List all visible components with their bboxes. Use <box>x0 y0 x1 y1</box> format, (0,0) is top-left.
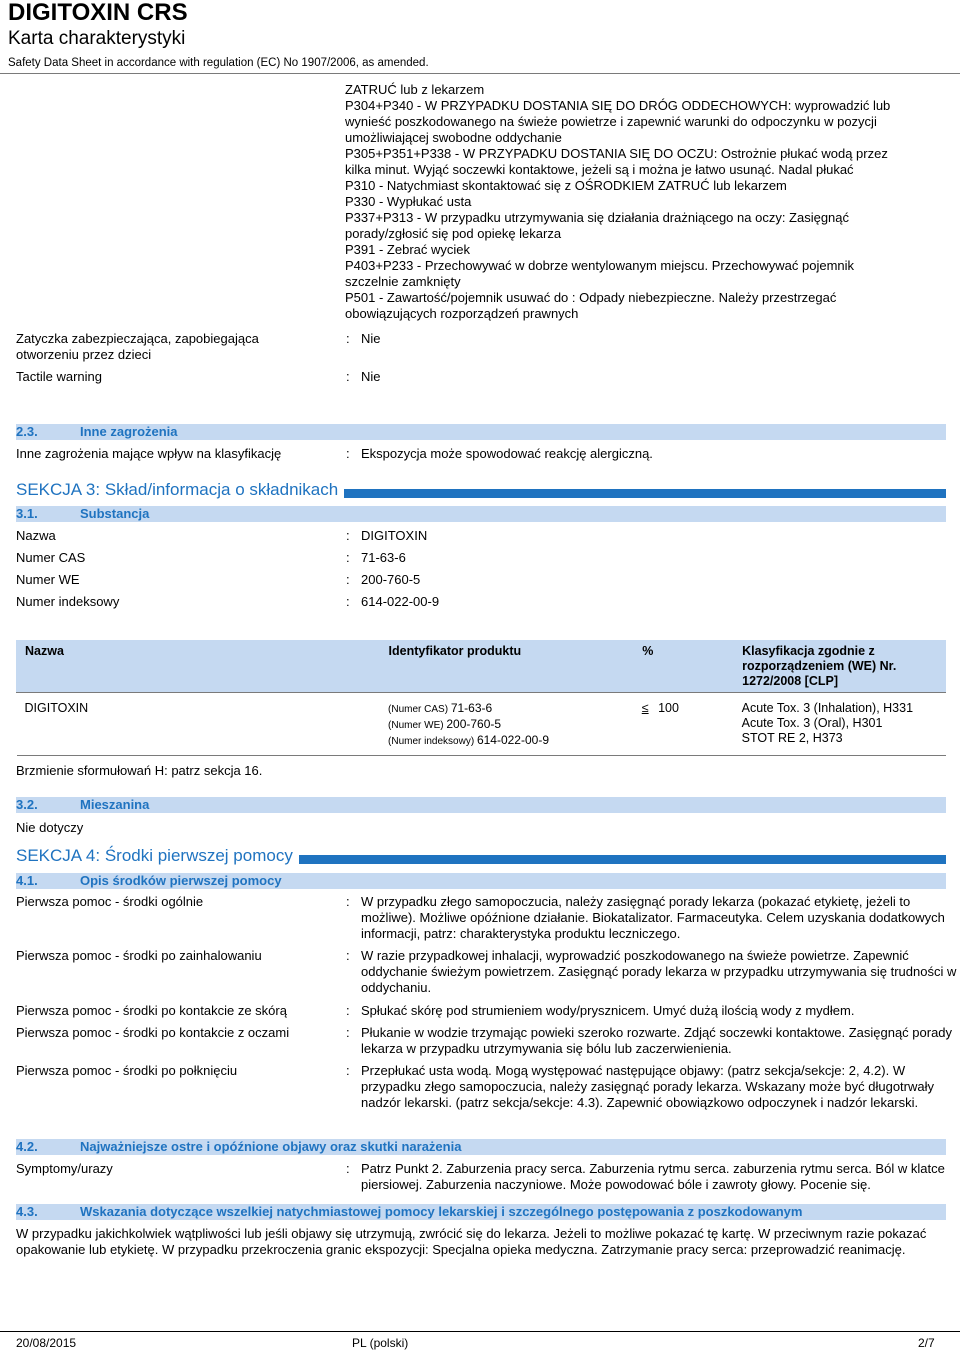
less-equal-symbol: ≤ <box>641 701 649 715</box>
precaution-line: P501 - Zawartość/pojemnik usuwać do : Odpady niebezpieczne. Należy przestrzegać <box>345 290 837 305</box>
subsection-4-2-header: 4.2. Najważniejsze ostre i opóźnione objawy oraz skutki narażenia <box>16 1139 946 1155</box>
precaution-line: obowiązujących rozporządzeń prawnych <box>345 306 579 321</box>
footer-divider <box>0 1331 960 1332</box>
composition-table <box>16 640 946 756</box>
col-header-classification: Klasyfikacja zgodnie z rozporządzeniem (WE) Nr. 1272/2008 [CLP] <box>734 641 946 693</box>
subsection-2-3-header: 2.3. Inne zagrożenia <box>16 424 946 440</box>
precautionary-statements <box>345 82 945 322</box>
mixture-text: Nie dotyczy <box>16 820 84 835</box>
table-header-row <box>17 641 946 693</box>
precaution-line: ZATRUĆ lub z lekarzem <box>345 82 485 97</box>
header-divider <box>0 73 960 74</box>
precaution-line: P391 - Zebrać wyciek <box>345 242 470 257</box>
section-3-title: SEKCJA 3: Skład/informacja o składnikach <box>16 480 344 500</box>
cell-percent: ≤ 100 <box>634 693 734 756</box>
subsection-4-1-header: 4.1. Opis środków pierwszej pomocy <box>16 873 946 889</box>
other-hazards-label: Inne zagrożenia mające wpływ na klasyfikację <box>16 446 282 461</box>
footer-date: 20/08/2015 <box>16 1336 77 1350</box>
cell-identifier: (Numer CAS) 71-63-6 (Numer WE) 200-760-5 (Numer indeksowy) 614-022-00-9 <box>380 693 634 756</box>
section-4-title: SEKCJA 4: Środki pierwszej pomocy <box>16 846 299 866</box>
table-row <box>17 693 946 756</box>
col-header-percent: % <box>634 641 734 693</box>
document-subtitle: Karta charakterystyki <box>8 28 186 49</box>
childproof-value: Nie <box>361 331 381 346</box>
precaution-line: P304+P340 - W PRZYPADKU DOSTANIA SIĘ DO DRÓG ODDECHOWYCH: wyprowadzić lub <box>345 98 891 113</box>
subsection-4-3-header: 4.3. Wskazania dotyczące wszelkiej natychmiastowej pomocy lekarskiej i szczególnego postępowania z poszkodowanym <box>16 1204 946 1220</box>
precaution-line: szczelnie zamknięty <box>345 274 461 289</box>
col-header-identifier: Identyfikator produktu <box>380 641 634 693</box>
childproof-label: Zatyczka zabezpieczająca, zapobiegająca otworzeniu przez dzieci <box>16 331 259 362</box>
subsection-3-1-header: 3.1. Substancja <box>16 506 946 522</box>
precaution-line: P310 - Natychmiast skontaktować się z OŚRODKIEM ZATRUĆ lub lekarzem <box>345 178 787 193</box>
precaution-line: kilka minut. Wyjąć soczewki kontaktowe, jeżeli są i można je łatwo usunąć. Nadal płukać <box>345 162 854 177</box>
col-header-name: Nazwa <box>17 641 381 693</box>
footer-page-number: 2/7 <box>918 1336 935 1350</box>
precaution-line: P305+P351+P338 - W PRZYPADKU DOSTANIA SIĘ DO OCZU: Ostrożnie płukać wodą przez <box>345 146 888 161</box>
cell-name: DIGITOXIN <box>17 693 381 756</box>
precaution-line: wynieść poszkodowanego na świeże powietrze i zapewnić warunki do odpoczynku w pozycji <box>345 114 877 129</box>
precaution-line: P403+P233 - Przechowywać w dobrze wentylowanym miejscu. Przechowywać pojemnik <box>345 258 855 273</box>
medical-attention-text: W przypadku jakichkolwiek wątpliwości lub jeśli objawy się utrzymują, zwrócić się do lekarza. Jeżeli to możliwe pokazać tę kartę. W przeciwnym razie pokazać opakowanie lub etykietę. W przypadku przekroczenia granic ekspozycji: Specjalna opieka medyczna. Zatrzymanie pracy serca: przeprowadzić reanimację. <box>16 1226 927 1257</box>
tactile-value: Nie <box>361 369 381 384</box>
subsection-3-2-header: 3.2. Mieszanina <box>16 797 946 813</box>
h-statements-note: Brzmienie sformułowań H: patrz sekcja 16. <box>16 763 263 778</box>
cell-classification: Acute Tox. 3 (Inhalation), H331 Acute Tox. 3 (Oral), H301 STOT RE 2, H373 <box>734 693 946 756</box>
footer-language: PL (polski) <box>352 1336 409 1350</box>
precaution-line: porady/zgłosić się pod opiekę lekarza <box>345 226 562 241</box>
precaution-line: P337+P313 - W przypadku utrzymywania się działania drażniącego na oczy: Zasięgnąć <box>345 210 850 225</box>
precaution-line: umożliwiającej swobodne oddychanie <box>345 130 562 145</box>
precaution-line: P330 - Wypłukać usta <box>345 194 472 209</box>
other-hazards-value: Ekspozycja może spowodować reakcję alergiczną. <box>361 446 653 461</box>
document-title: DIGITOXIN CRS <box>8 0 188 26</box>
regulation-note: Safety Data Sheet in accordance with regulation (EC) No 1907/2006, as amended. <box>8 57 429 69</box>
tactile-label: Tactile warning <box>16 369 102 384</box>
